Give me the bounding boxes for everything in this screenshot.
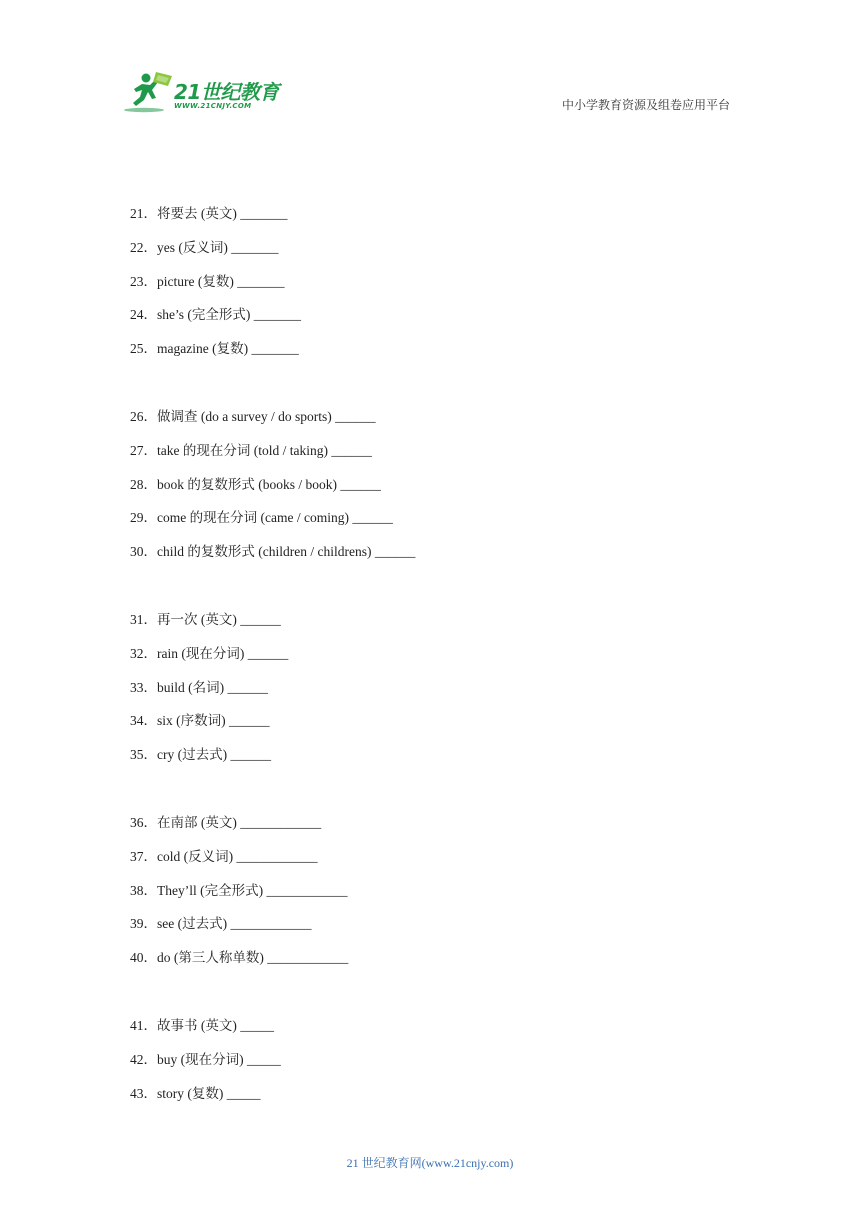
question-item: 41．故事书 (英文) _____ xyxy=(130,1017,274,1033)
logo-title: 21世纪教育 xyxy=(174,80,279,104)
question-item: 31．再一次 (英文) ______ xyxy=(130,611,281,627)
question-item: 39．see (过去式) ____________ xyxy=(130,916,312,932)
question-item: 27．take 的现在分词 (told / taking) ______ xyxy=(130,442,372,458)
runner-logo-icon xyxy=(122,68,178,116)
question-item: 29．come 的现在分词 (came / coming) ______ xyxy=(130,510,393,526)
logo-url: WWW.21CNJY.COM xyxy=(174,102,252,110)
question-item: 30．child 的复数形式 (children / childrens) ______ xyxy=(130,544,416,560)
question-item: 28．book 的复数形式 (books / book) ______ xyxy=(130,476,381,492)
page-header xyxy=(0,0,860,130)
question-item: 40．do (第三人称单数) ____________ xyxy=(130,950,349,966)
question-item: 42．buy (现在分词) _____ xyxy=(130,1051,281,1067)
question-item: 34．six (序数词) ______ xyxy=(130,713,270,729)
question-item: 26．做调查 (do a survey / do sports) ______ xyxy=(130,408,376,424)
site-logo[interactable] xyxy=(122,68,292,116)
question-item: 37．cold (反义词) ____________ xyxy=(130,848,318,864)
question-item: 25．magazine (复数) _______ xyxy=(130,341,299,357)
question-list xyxy=(130,204,750,1117)
question-item: 35．cry (过去式) ______ xyxy=(130,747,271,763)
question-item: 23．picture (复数) _______ xyxy=(130,273,285,289)
question-item: 33．build (名词) ______ xyxy=(130,679,268,695)
page-footer[interactable]: 21 世纪教育网(www.21cnjy.com) xyxy=(346,1156,514,1170)
question-item: 36．在南部 (英文) ____________ xyxy=(130,814,322,830)
question-item: 24．she’s (完全形式) _______ xyxy=(130,307,301,323)
question-item: 38．They’ll (完全形式) ____________ xyxy=(130,882,348,898)
question-item: 32．rain (现在分词) ______ xyxy=(130,645,289,661)
question-item: 22．yes (反义词) _______ xyxy=(130,239,279,255)
header-tagline: 中小学教育资源及组卷应用平台 xyxy=(561,98,730,112)
question-item: 43．story (复数) _____ xyxy=(130,1085,261,1101)
question-item: 21．将要去 (英文) _______ xyxy=(130,206,288,221)
